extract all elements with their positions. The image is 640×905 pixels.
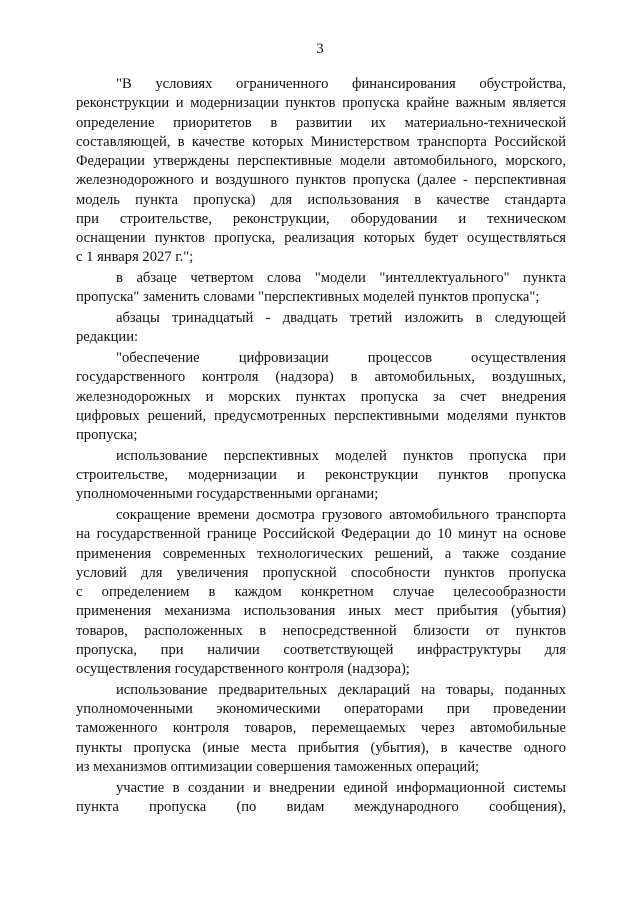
text-line: условий для увеличения пропускной способности пунктов пропуска	[76, 564, 566, 581]
text-line: из механизмов оптимизации совершения таможенных операций;	[76, 758, 480, 775]
text-line: участие в создании и внедрении единой информационной системы	[116, 779, 566, 796]
text-line: пропуска;	[76, 427, 138, 443]
text-line: таможенного контроля товаров, перемещаемых через автомобильные	[76, 720, 566, 737]
text-line: сокращение времени досмотра грузового автомобильного транспорта	[116, 507, 566, 523]
paragraph	[76, 75, 566, 268]
paragraph	[76, 447, 566, 505]
page-number: 3	[316, 41, 324, 57]
text-line: Федерации утверждены перспективные модели автомобильного, морского,	[76, 153, 566, 169]
text-line: с 1 января 2027 г.";	[76, 249, 194, 266]
text-line: использование перспективных моделей пунктов пропуска при	[116, 447, 566, 464]
text-line: применения современных технологических решений, а также создание	[76, 545, 566, 562]
text-line: пропуска, при наличии соответствующей инфраструктуры для	[76, 641, 566, 658]
text-line: осуществления государственного контроля (надзора);	[76, 661, 410, 677]
text-line: применения механизма использования иных мест прибытия (убытия)	[76, 603, 566, 620]
text-line: железнодорожных и морских пунктах пропуска за счет внедрения	[76, 388, 566, 405]
paragraph	[76, 506, 566, 679]
paragraph	[76, 349, 566, 445]
text-line: пропуска" заменить словами "перспективных моделей пунктов пропуска";	[76, 289, 540, 306]
text-line: в абзаце четвертом слова "модели "интеллектуального" пункта	[116, 270, 566, 286]
text-line: абзацы тринадцатый - двадцать третий изложить в следующей	[116, 310, 566, 326]
text-line: при строительстве, реконструкции, оборудовании и техническом	[76, 210, 566, 227]
paragraph	[76, 779, 566, 818]
text-line: с определением в каждом конкретном случае целесообразности	[76, 584, 566, 600]
text-line: реконструкции и модернизации пунктов пропуска крайне важным является	[76, 95, 566, 112]
paragraph	[76, 681, 566, 777]
text-line: цифровых решений, предусмотренных перспективными моделями пунктов	[76, 407, 566, 424]
text-line: железнодорожного и воздушного пунктов пропуска (далее - перспективная	[76, 172, 566, 189]
text-line: пункты пропуска (иные места прибытия (убытия), в качестве одного	[76, 739, 566, 756]
paragraph	[76, 269, 566, 308]
text-line: модель пункта пропуска) для использования в качестве стандарта	[76, 191, 566, 208]
text-line: уполномоченными экономическими операторами при проведении	[76, 701, 566, 717]
text-line: редакции:	[76, 329, 139, 346]
text-line: "В условиях ограниченного финансирования обустройства,	[116, 76, 566, 92]
text-line: государственного контроля (надзора) в автомобильных, воздушных,	[76, 369, 566, 386]
document-body	[76, 75, 566, 819]
text-line: определение приоритетов в развитии их материально-технической	[76, 114, 566, 131]
text-line: оснащении пунктов пропуска, реализация которых будет осуществляться	[76, 230, 566, 246]
text-line: пункта пропуска (по видам международного сообщения),	[76, 798, 566, 815]
text-line: "обеспечение цифровизации процессов осуществления	[116, 350, 566, 366]
text-line: использование предварительных деклараций на товары, поданных	[116, 681, 566, 698]
text-line: составляющей, в качестве которых Министерством транспорта Российской	[76, 133, 566, 150]
text-line: строительстве, модернизации и реконструкции пунктов пропуска	[76, 467, 566, 483]
text-line: уполномоченными государственными органами;	[76, 486, 379, 503]
text-line: товаров, расположенных в непосредственной близости от пунктов	[76, 622, 566, 639]
text-line: на государственной границе Российской Федерации до 10 минут на основе	[76, 526, 566, 543]
paragraph	[76, 309, 566, 348]
